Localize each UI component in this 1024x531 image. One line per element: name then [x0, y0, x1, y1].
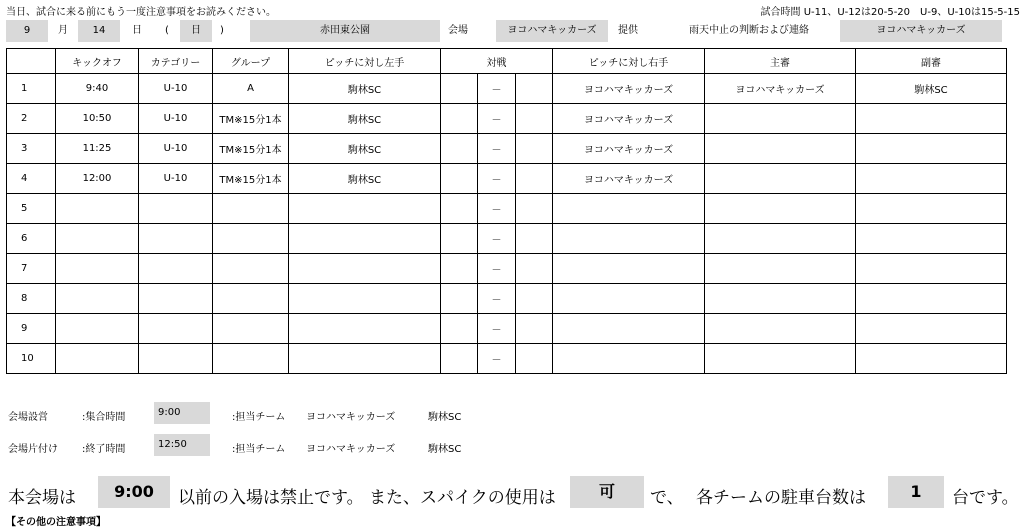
match-score-cell — [441, 284, 478, 314]
cell-group — [213, 314, 289, 344]
cell-kickoff — [56, 194, 139, 224]
cell-group — [213, 254, 289, 284]
cell-kickoff — [56, 344, 139, 374]
cell-category — [139, 314, 213, 344]
cell-right: ヨコハマキッカーズ — [553, 74, 705, 104]
cell-dash: － — [478, 344, 516, 374]
cell-no: 4 — [7, 164, 56, 194]
setup-label: 会場設営 — [8, 412, 48, 423]
table-row — [7, 74, 1007, 104]
match-score-cell — [516, 194, 553, 224]
cell-no: 7 — [7, 254, 56, 284]
cell-kickoff — [56, 254, 139, 284]
match-score-cell — [441, 254, 478, 284]
cleanup-team-1: ヨコハマキッカーズ — [306, 444, 396, 455]
setup-team-2: 駒林SC — [428, 412, 462, 423]
cell-right: ヨコハマキッカーズ — [553, 104, 705, 134]
cell-left — [289, 344, 441, 374]
match-time-note: 試合時間 U-11、U-12は20-5-20 U-9、U-10は15-5-15 — [760, 7, 1020, 18]
cell-no: 5 — [7, 194, 56, 224]
cell-right: ヨコハマキッカーズ — [553, 164, 705, 194]
cell-assistant — [856, 314, 1007, 344]
match-score-cell — [516, 104, 553, 134]
cell-referee — [705, 224, 856, 254]
header-no — [7, 49, 56, 74]
bottom-text-3: で、 — [650, 488, 684, 508]
header-category: カテゴリー — [139, 49, 213, 74]
match-score-cell — [516, 164, 553, 194]
match-score-cell — [516, 134, 553, 164]
cell-dash: － — [478, 314, 516, 344]
cell-assistant — [856, 284, 1007, 314]
match-score-cell — [441, 104, 478, 134]
cell-dash: － — [478, 194, 516, 224]
match-score-cell — [516, 224, 553, 254]
cell-assistant — [856, 254, 1007, 284]
cell-category — [139, 254, 213, 284]
cell-assistant — [856, 344, 1007, 374]
cell-dash: － — [478, 224, 516, 254]
table-row — [7, 194, 1007, 224]
setup-time: 9:00 — [154, 402, 210, 424]
cell-dash: － — [478, 74, 516, 104]
cell-kickoff — [56, 284, 139, 314]
cell-group: A — [213, 74, 289, 104]
match-score-cell — [516, 314, 553, 344]
match-score-cell — [441, 224, 478, 254]
cell-referee — [705, 104, 856, 134]
table-row — [7, 254, 1007, 284]
cell-kickoff: 10:50 — [56, 104, 139, 134]
month-label: 月 — [58, 25, 68, 36]
rain-contact-value: ヨコハマキッカーズ — [840, 20, 1002, 42]
match-score-cell — [516, 344, 553, 374]
cell-assistant — [856, 224, 1007, 254]
cleanup-label: 会場片付け — [8, 444, 58, 455]
cell-category: U-10 — [139, 104, 213, 134]
cell-no: 1 — [7, 74, 56, 104]
cell-left — [289, 314, 441, 344]
cell-no: 9 — [7, 314, 56, 344]
venue-label: 会場 — [448, 25, 468, 36]
host-team-value: ヨコハマキッカーズ — [496, 20, 608, 42]
header-kickoff: キックオフ — [56, 49, 139, 74]
cell-dash: － — [478, 104, 516, 134]
paren-open: ( — [165, 25, 169, 36]
rain-label: 雨天中止の判断および連絡 — [689, 25, 809, 36]
cell-kickoff — [56, 224, 139, 254]
cell-dash: － — [478, 134, 516, 164]
cell-category — [139, 224, 213, 254]
cell-group: TM※15分1本 — [213, 104, 289, 134]
match-score-cell — [516, 254, 553, 284]
header-match: 対戦 — [441, 49, 553, 74]
cell-referee — [705, 314, 856, 344]
cell-assistant — [856, 164, 1007, 194]
table-row — [7, 164, 1007, 194]
cell-right — [553, 194, 705, 224]
table-row — [7, 344, 1007, 374]
other-notes-heading: 【その他の注意事項】 — [6, 517, 106, 528]
cell-no: 3 — [7, 134, 56, 164]
cell-group — [213, 194, 289, 224]
cleanup-time: 12:50 — [154, 434, 210, 456]
cell-group — [213, 344, 289, 374]
cleanup-team-2: 駒林SC — [428, 444, 462, 455]
table-row — [7, 134, 1007, 164]
setup-team-label: :担当チーム — [232, 412, 286, 423]
cell-left — [289, 254, 441, 284]
cell-group: TM※15分1本 — [213, 134, 289, 164]
table-row — [7, 284, 1007, 314]
spike-box: 可 — [570, 476, 644, 508]
cell-left — [289, 224, 441, 254]
cell-kickoff: 11:25 — [56, 134, 139, 164]
schedule-table — [6, 48, 1007, 374]
match-score-cell — [441, 164, 478, 194]
cell-referee — [705, 164, 856, 194]
cell-left: 駒林SC — [289, 134, 441, 164]
cell-left — [289, 284, 441, 314]
cell-referee — [705, 134, 856, 164]
match-score-cell — [441, 344, 478, 374]
header-right-team: ピッチに対し右手 — [553, 49, 705, 74]
match-score-cell — [441, 74, 478, 104]
cell-assistant — [856, 134, 1007, 164]
bottom-text-5: 台です。 — [952, 488, 1019, 508]
cleanup-time-label: :終了時間 — [82, 444, 126, 455]
table-header-row — [7, 49, 1007, 74]
cell-dash: － — [478, 254, 516, 284]
cell-category: U-10 — [139, 164, 213, 194]
cell-no: 6 — [7, 224, 56, 254]
venue-value: 赤田東公園 — [250, 20, 440, 42]
cell-no: 8 — [7, 284, 56, 314]
cell-referee: ヨコハマキッカーズ — [705, 74, 856, 104]
host-label: 提供 — [618, 25, 638, 36]
match-score-cell — [516, 74, 553, 104]
setup-time-label: :集合時間 — [82, 412, 126, 423]
cell-dash: － — [478, 284, 516, 314]
cell-category — [139, 194, 213, 224]
cell-right — [553, 224, 705, 254]
cell-no: 10 — [7, 344, 56, 374]
cell-kickoff — [56, 314, 139, 344]
cell-right — [553, 344, 705, 374]
header-assistant: 副審 — [856, 49, 1007, 74]
table-row — [7, 104, 1007, 134]
cell-group: TM※15分1本 — [213, 164, 289, 194]
top-note: 当日、試合に来る前にもう一度注意事項をお読みください。 — [6, 7, 276, 18]
cell-referee — [705, 344, 856, 374]
cell-category — [139, 284, 213, 314]
match-score-cell — [441, 194, 478, 224]
month-value: 9 — [6, 20, 48, 42]
cell-assistant: 駒林SC — [856, 74, 1007, 104]
bottom-text-4: 各チームの駐車台数は — [696, 488, 866, 508]
cell-group — [213, 224, 289, 254]
bottom-text-2: 以前の入場は禁止です。 また、スパイクの使用は — [178, 488, 556, 508]
cell-kickoff: 12:00 — [56, 164, 139, 194]
header-left-team: ピッチに対し左手 — [289, 49, 441, 74]
cell-left: 駒林SC — [289, 74, 441, 104]
cell-right — [553, 284, 705, 314]
cell-no: 2 — [7, 104, 56, 134]
cell-right — [553, 254, 705, 284]
cell-right — [553, 314, 705, 344]
bottom-text-1: 本会場は — [8, 488, 76, 508]
cell-category: U-10 — [139, 74, 213, 104]
cell-group — [213, 284, 289, 314]
match-score-cell — [441, 134, 478, 164]
table-row — [7, 314, 1007, 344]
match-score-cell — [516, 284, 553, 314]
cell-assistant — [856, 194, 1007, 224]
cleanup-team-label: :担当チーム — [232, 444, 286, 455]
match-score-cell — [441, 314, 478, 344]
cell-left: 駒林SC — [289, 104, 441, 134]
cell-category: U-10 — [139, 134, 213, 164]
cell-referee — [705, 254, 856, 284]
cell-right: ヨコハマキッカーズ — [553, 134, 705, 164]
paren-close: ) — [220, 25, 224, 36]
weekday-value: 日 — [180, 20, 212, 42]
setup-team-1: ヨコハマキッカーズ — [306, 412, 396, 423]
cell-assistant — [856, 104, 1007, 134]
cell-dash: － — [478, 164, 516, 194]
parking-box: 1 — [888, 476, 944, 508]
cell-referee — [705, 284, 856, 314]
entry-time-box: 9:00 — [98, 476, 170, 508]
table-row — [7, 224, 1007, 254]
header-group: グループ — [213, 49, 289, 74]
cell-left: 駒林SC — [289, 164, 441, 194]
day-label: 日 — [132, 25, 142, 36]
day-value: 14 — [78, 20, 120, 42]
cell-kickoff: 9:40 — [56, 74, 139, 104]
header-referee: 主審 — [705, 49, 856, 74]
cell-category — [139, 344, 213, 374]
cell-referee — [705, 194, 856, 224]
cell-left — [289, 194, 441, 224]
